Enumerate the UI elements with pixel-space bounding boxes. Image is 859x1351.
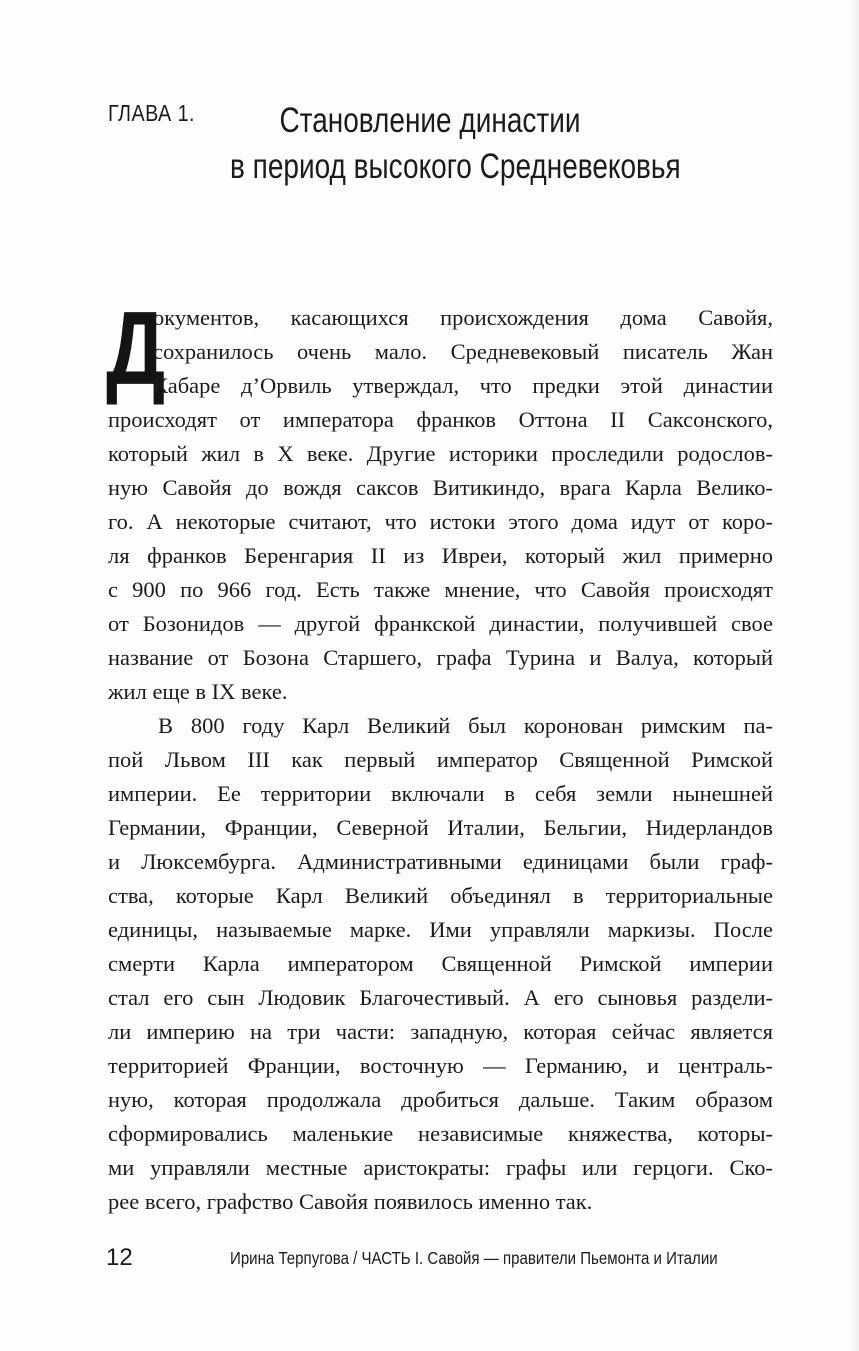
- text-line: окументов, касающихся происхождения дома Савойя,: [153, 305, 773, 330]
- text-line: стал его сын Людовик Благочестивый. А его сыновья раздели-: [108, 985, 773, 1010]
- text-line: смерти Карла императором Священной Римской империи: [108, 951, 773, 976]
- running-head: Ирина Терпугова / ЧАСТЬ I. Савойя — правители Пьемонта и Италии: [230, 1248, 718, 1268]
- text-line: и Люксембурга. Административными единицами были граф-: [108, 849, 773, 874]
- text-line: сформировались маленькие независимые княжества, которы-: [108, 1121, 773, 1146]
- text-line: ли империю на три части: западную, которая сейчас является: [108, 1019, 773, 1044]
- text-line: сохранилось очень мало. Средневековый писатель Жан: [153, 339, 773, 364]
- text-line: который жил в X веке. Другие историки проследили родослов-: [108, 441, 773, 466]
- text-line: единицы, называемые марке. Ими управляли маркизы. После: [108, 917, 773, 942]
- chapter-title-line-2: в период высокого Средневековья: [230, 147, 681, 186]
- page-number: 12: [106, 1244, 133, 1271]
- text-line: ства, которые Карл Великий объединял в территориальные: [108, 883, 773, 908]
- text-line: В 800 году Карл Великий был коронован римским па-: [158, 713, 773, 738]
- text-line: происходят от императора франков Оттона II Саксонского,: [108, 407, 773, 432]
- drop-cap-letter: Д: [106, 291, 166, 407]
- text-line: ля франков Беренгария II из Ивреи, который жил примерно: [108, 543, 773, 568]
- text-line: ми управляли местные аристократы: графы или герцоги. Ско-: [108, 1155, 773, 1180]
- text-line: Кабаре д’Орвиль утверждал, что предки этой династии: [153, 373, 773, 398]
- text-line: империи. Ее территории включали в себя земли нынешней: [108, 781, 773, 806]
- text-line: рее всего, графство Савойя появилось именно так.: [108, 1189, 593, 1214]
- text-line: с 900 по 966 год. Есть также мнение, что Савойя происходят: [108, 577, 773, 602]
- text-line: го. А некоторые считают, что истоки этого дома идут от коро-: [108, 509, 773, 534]
- chapter-title-line-1: Становление династии: [279, 101, 581, 140]
- text-line: Германии, Франции, Северной Италии, Бельгии, Нидерландов: [108, 815, 773, 840]
- text-line: территорией Франции, восточную — Германию, и централь-: [108, 1053, 773, 1078]
- text-line: ную, которая продолжала дробиться дальше. Таким образом: [108, 1087, 773, 1112]
- chapter-label: ГЛАВА 1.: [108, 100, 195, 126]
- text-line: от Бозонидов — другой франкской династии, получившей свое: [108, 611, 773, 636]
- text-line: ную Савойя до вождя саксов Витикиндо, врага Карла Велико-: [108, 475, 773, 500]
- text-line: название от Бозона Старшего, графа Турина и Валуа, который: [108, 645, 773, 670]
- text-line: пой Львом III как первый император Священной Римской: [108, 747, 773, 772]
- page-edge-shadow: [849, 0, 859, 1351]
- text-line: жил еще в IX веке.: [108, 679, 288, 704]
